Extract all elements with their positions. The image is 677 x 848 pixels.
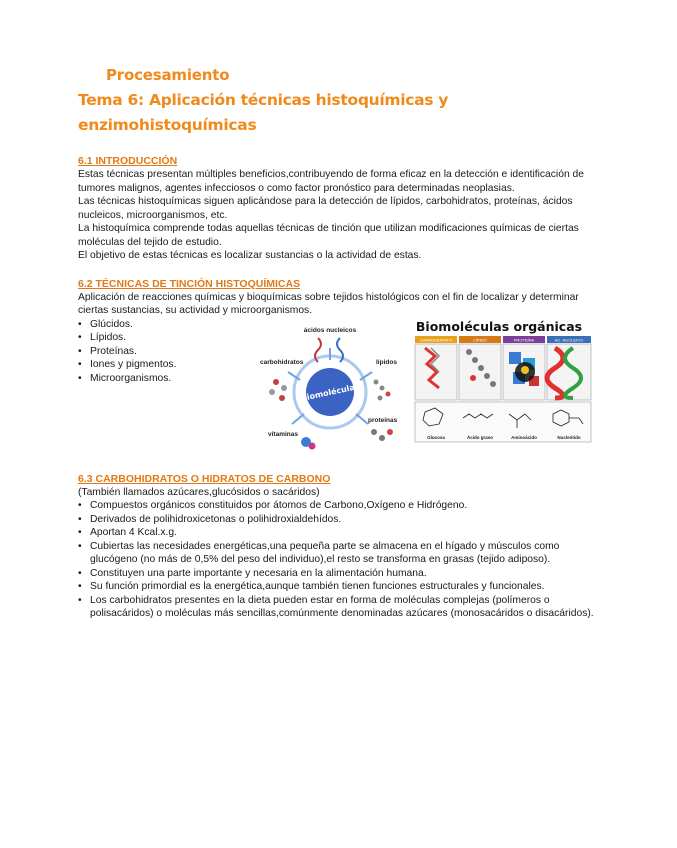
section-3-list xyxy=(78,499,598,621)
diagram-center-label: Biomoléculas xyxy=(299,381,361,403)
list-item: • Proteínas. xyxy=(78,345,228,359)
list-item: • Microorganismos. xyxy=(78,372,228,386)
vitamin-molecule-icon xyxy=(301,437,316,450)
section-2-body xyxy=(78,318,598,466)
section-1-paragraph: El objetivo de estas técnicas es localizar sustancias o la actividad de estas. xyxy=(78,250,422,261)
lipid-molecule-icon xyxy=(374,379,391,400)
list-item: • Su función primordial es la energética,aunque también tienen funciones estructurales y funcionales. xyxy=(78,580,598,594)
chart-title: Biomoléculas orgánicas xyxy=(415,318,583,334)
organic-biomolecules-chart xyxy=(403,318,595,452)
chart-column-header: PROTEÍNA xyxy=(513,337,535,342)
diagram-label-vitamins: vitaminas xyxy=(268,430,298,438)
list-item: • Iones y pigmentos. xyxy=(78,358,228,372)
diagram-label-lipids: lípidos xyxy=(376,358,397,366)
section-3-subtitle: (También llamados azúcares,glucósidos o sacáridos) xyxy=(78,486,320,498)
list-item: • Glúcidos. xyxy=(78,318,228,332)
chart-column-header: LÍPIDO xyxy=(473,337,487,342)
carbohydrate-molecule-icon xyxy=(269,379,287,401)
section-1-paragraph: La histoquímica comprende todas aquellas técnicas de tinción que utilizan modificaciones químicas de ciertas moléculas del tejido de estudio. xyxy=(78,223,579,248)
protein-molecule-icon xyxy=(371,429,393,441)
list-item: • Derivados de polihidroxicetonas o polihidroxialdehídos. xyxy=(78,513,598,527)
list-item: • Aportan 4 Kcal.x.g. xyxy=(78,526,598,540)
page-title xyxy=(78,88,598,138)
section-1-heading: 6.1 INTRODUCCIÓN xyxy=(78,155,178,167)
diagram-label-nucleic: ácidos nucleicos xyxy=(303,326,357,334)
chart-column-headers xyxy=(415,336,591,343)
diagram-label-proteins: proteínas xyxy=(368,416,398,424)
list-item: • Lípidos. xyxy=(78,331,228,345)
section-1-paragraph: Estas técnicas presentan múltiples beneficios,contribuyendo de forma eficaz en la detección e identificación de tumores malignos, agentes infecciosos o como factor pronóstico para determinadas neoplasias. xyxy=(78,169,584,194)
subject-title: Procesamiento xyxy=(106,66,230,84)
list-item: • Constituyen una parte importante y necesaria en la alimentación humana. xyxy=(78,567,598,581)
chart-column-header: CARBOHIDRATO xyxy=(420,337,452,342)
chart-bottom-label: Nucleótido xyxy=(557,434,581,440)
section-1-paragraph: Las técnicas histoquímicas siguen aplicándose para la detección de lípidos, carbohidratos, proteínas, ácidos nucleicos, microorganismos, etc. xyxy=(78,196,573,221)
title-line-1: Tema 6: Aplicación técnicas histoquímicas y xyxy=(78,91,449,109)
list-item: • Cubiertas las necesidades energéticas,una pequeña parte se almacena en el hígado y músculos como glucógeno (no más de 0,5% del peso del individuo),el resto se transforma en grasas (tejido adiposo). xyxy=(78,540,598,567)
chart-bottom-label: Aminoácido xyxy=(511,434,537,440)
section-2-intro: Aplicación de reacciones químicas y bioquímicas sobre tejidos histológicos con el fin de localizar y determinar ciertas sustancias, su actividad y microorganismos. xyxy=(78,291,579,316)
title-line-2: enzimohistoquímicas xyxy=(78,116,257,134)
biomolecules-diagram xyxy=(256,326,404,454)
section-3-heading: 6.3 CARBOHIDRATOS O HIDRATOS DE CARBONO xyxy=(78,472,331,485)
chart-bottom-label: Ácido graso xyxy=(466,434,494,440)
chart-bottom-label: Glucosa xyxy=(427,434,445,440)
diagram-label-carbs: carbohidratos xyxy=(260,358,304,366)
section-2-heading: 6.2 TÉCNICAS DE TINCIÓN HISTOQUÍMICAS xyxy=(78,277,301,290)
chart-column-header: AC. NUCLEICO xyxy=(554,337,584,342)
document-page xyxy=(78,66,598,621)
list-item: • Los carbohidratos presentes en la dieta pueden estar en forma de moléculas complejas (polímeros o polisacáridos) o moléculas más sencillas,comúnmente denominadas azúcares (monosacáridos o disacáridos). xyxy=(78,594,598,621)
section-2-list xyxy=(78,318,228,386)
list-item: • Compuestos orgánicos constituidos por átomos de Carbono,Oxígeno e Hidrógeno. xyxy=(78,499,598,513)
